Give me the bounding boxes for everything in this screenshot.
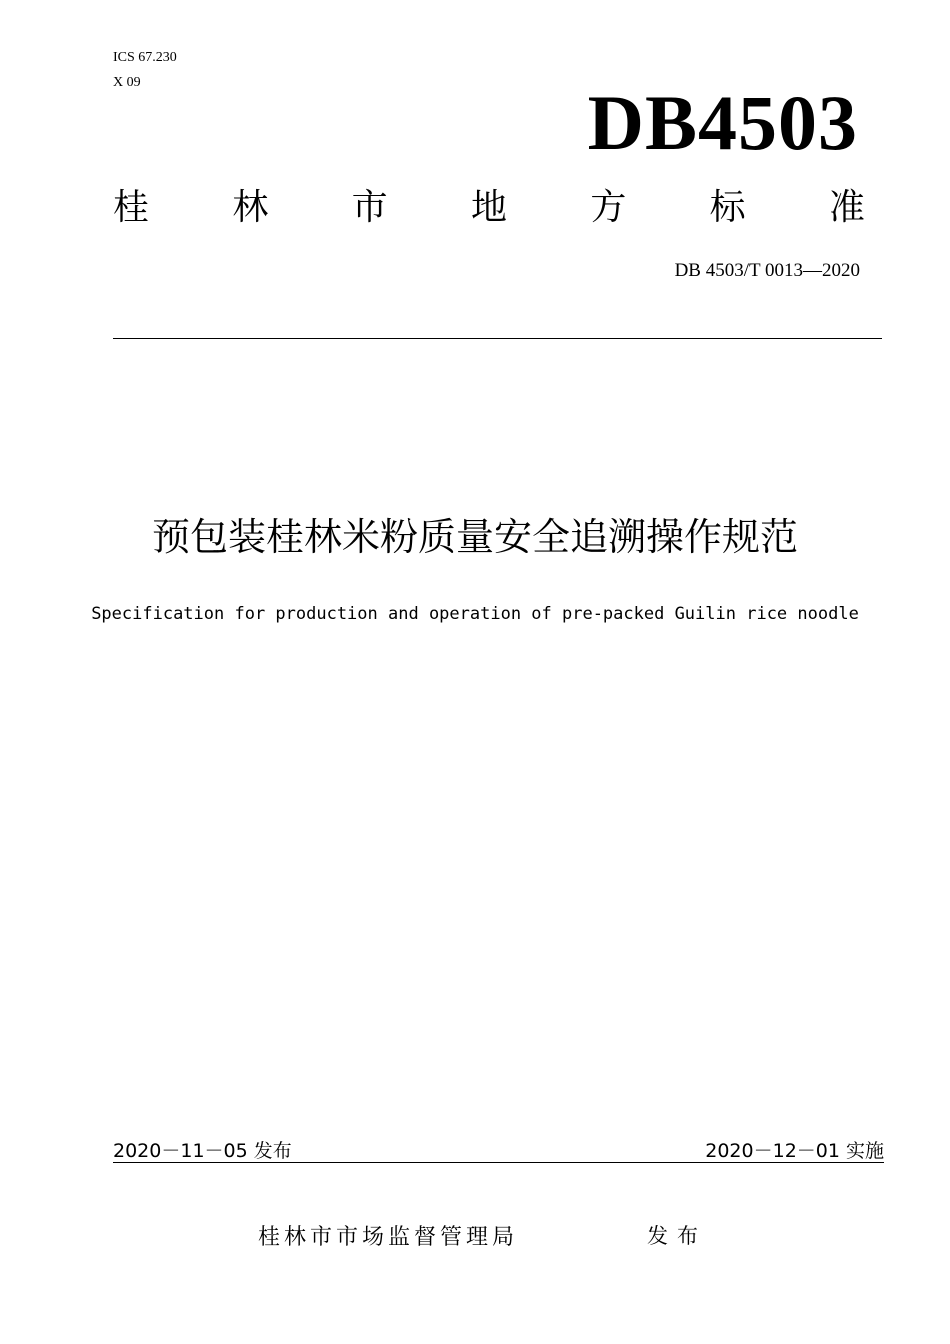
publish-date: 2020－11－05 发布 [113,1140,292,1162]
document-title-english: Specification for production and operation of pre-packed Guilin rice noodle [91,604,859,624]
db-code: DB4503 [587,79,858,166]
standard-type-char: 方 [590,187,627,228]
standard-type-char: 地 [470,187,507,228]
ics-code: ICS 67.230 [113,50,177,65]
standard-type-char: 林 [232,187,269,228]
standard-type-char: 市 [351,187,388,228]
issue-label: 发布 [647,1224,707,1248]
footer-divider [113,1162,884,1163]
header-divider [113,338,882,339]
standard-type [113,184,865,232]
standard-type-char: 桂 [113,187,150,228]
standard-type-char: 标 [709,187,746,228]
standard-type-char: 准 [828,187,865,228]
issuing-authority: 桂林市市场监督管理局 [258,1225,519,1250]
implement-date: 2020－12－01 实施 [705,1140,884,1162]
document-title-chinese: 预包装桂林米粉质量安全追溯操作规范 [151,515,798,559]
standard-number: DB 4503/T 0013—2020 [674,260,860,281]
classification-code: X 09 [113,75,141,90]
